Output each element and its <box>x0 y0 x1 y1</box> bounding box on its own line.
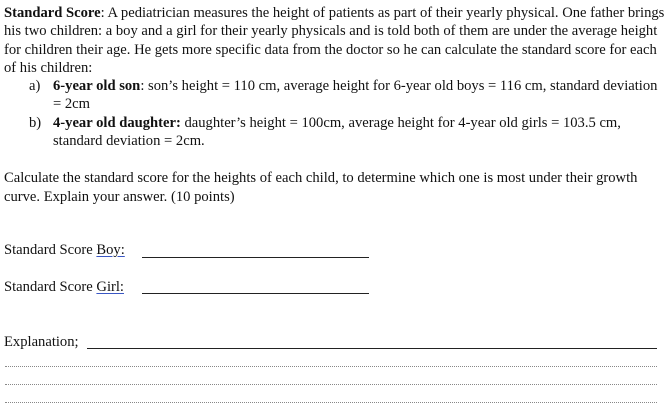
intro-paragraph <box>4 4 666 77</box>
list-item-daughter <box>4 114 666 151</box>
boy-answer-prefix: Standard Score <box>4 242 97 258</box>
daughter-data: daughter’s height = 100cm, average height for 4-year old girls = 103.5 cm, standard deviation = 2cm. <box>53 114 621 150</box>
standard-score-heading: Standard Score <box>4 5 101 21</box>
explanation-line-4[interactable] <box>5 402 657 403</box>
girl-answer-label: Girl: <box>96 279 124 295</box>
child-data-list <box>4 77 666 150</box>
problem-document <box>4 4 666 206</box>
explanation-line-2[interactable] <box>5 366 657 367</box>
girl-answer-prefix: Standard Score <box>4 279 97 295</box>
intro-text: : A pediatrician measures the height of patients as part of their yearly physical. One father brings his two children: a boy and a girl for their yearly physicals and is told both of them are under the average height for children their age. He gets more specific data from the doctor so he can calculate the standard score for each of his children: <box>4 5 665 76</box>
explanation-label: Explanation; <box>4 334 79 350</box>
list-item-son <box>4 77 666 114</box>
list-marker-b: b) <box>29 114 42 131</box>
question-paragraph: Calculate the standard score for the heights of each child, to determine which one is most under their growth curve. Explain your answer. (10 points) <box>4 170 638 205</box>
explanation-line-3[interactable] <box>5 384 657 385</box>
explanation-line-1[interactable] <box>87 348 657 349</box>
son-data: : son’s height = 110 cm, average height for 6-year old boys = 116 cm, standard deviation = 2cm <box>53 78 658 113</box>
daughter-label: 4-year old daughter: <box>53 114 181 131</box>
boy-answer-row <box>4 242 125 259</box>
girl-answer-line[interactable] <box>142 293 369 294</box>
son-label: 6-year old son <box>53 78 141 95</box>
boy-answer-line[interactable] <box>142 257 369 258</box>
list-marker-a: a) <box>29 78 41 95</box>
girl-answer-row <box>4 279 124 296</box>
boy-answer-label: Boy: <box>96 242 125 258</box>
explanation-row <box>4 334 79 351</box>
